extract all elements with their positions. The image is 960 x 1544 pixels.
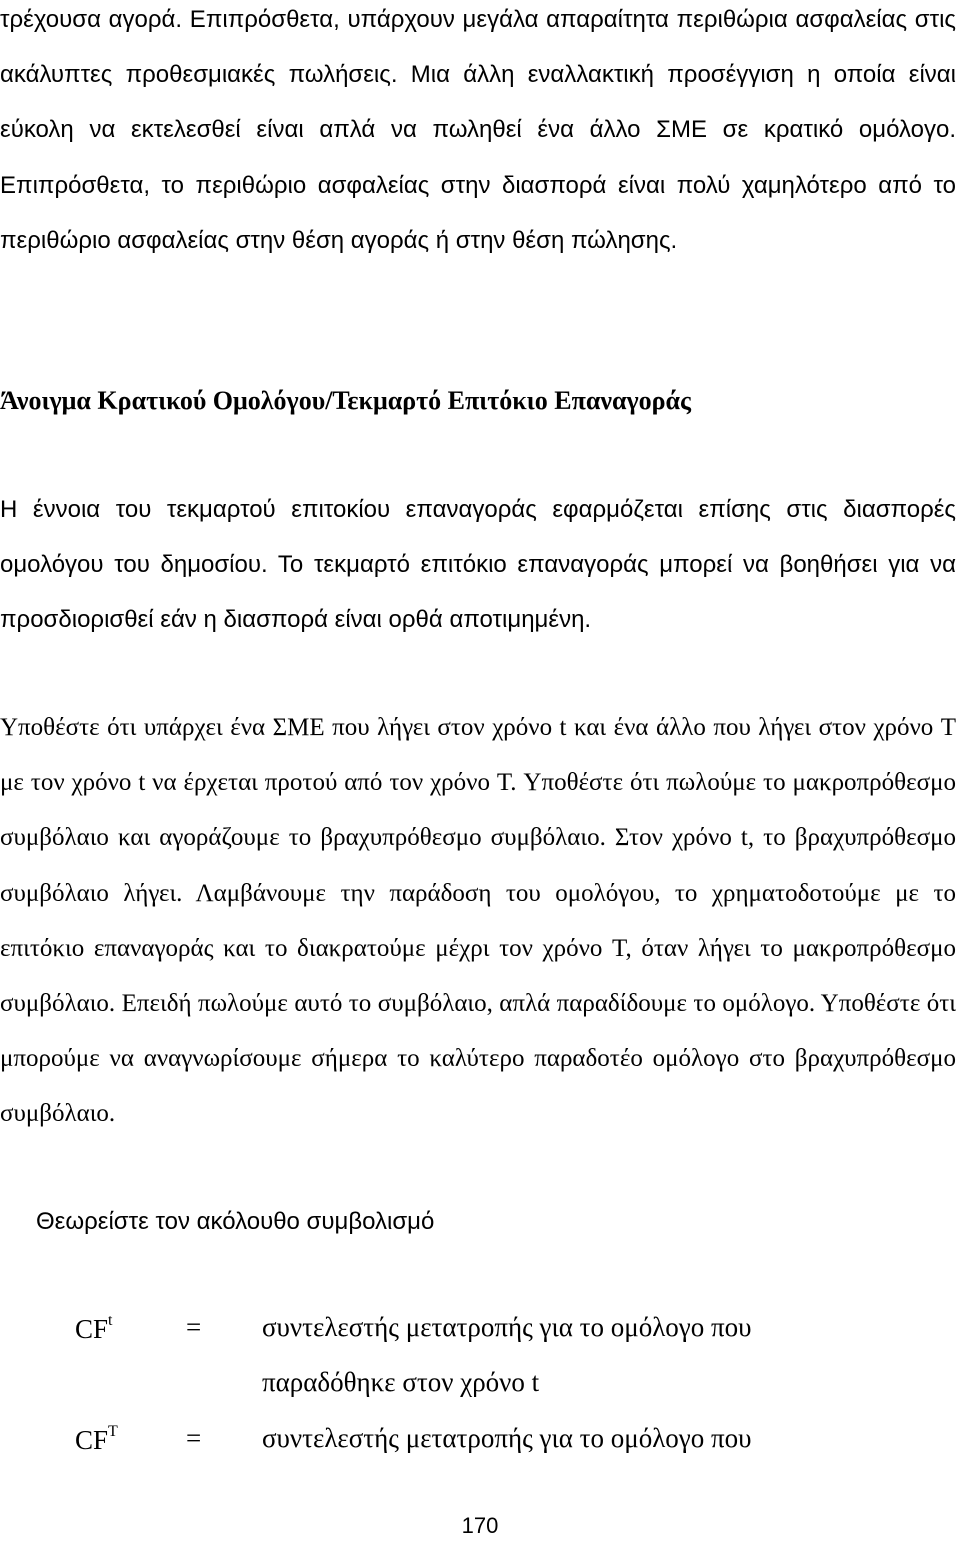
definition-text: παραδόθηκε στον χρόνο t [262,1367,540,1397]
page-number: 170 [461,1513,499,1538]
definition-text: συντελεστής μετατροπής για το ομόλογο που [262,1423,752,1453]
section-heading: Άνοιγμα Κρατικού Ομολόγου/Τεκμαρτό Επιτόκιο Επαναγοράς [0,386,692,415]
definition-symbol: $CF^t$ [75,1312,113,1344]
equals-sign: = [186,1312,202,1342]
paragraph-1: τρέχουσα αγορά. Επιπρόσθετα, υπάρχουν μεγάλα απαραίτητα περιθώρια ασφαλείας στις ακάλυπτες προθεσμιακές πωλήσεις. Μια άλλη εναλλακτική προσέγγιση η οποία είναι εύκολη να εκτελεσθεί είναι απλά να πωληθεί ένα άλλο ΣΜΕ σε κρατικό ομόλογο. Επιπρόσθετα, το περιθώριο ασφαλείας στην διασπορά είναι πολύ χαμηλότερο από το περιθώριο ασφαλείας στην θέση αγοράς ή στην θέση πώλησης. [0,6,956,254]
equals-sign: = [186,1423,202,1453]
paragraph-2: Η έννοια του τεκμαρτού επιτοκίου επαναγοράς εφαρμόζεται επίσης στις διασπορές ομολόγου του δημοσίου. Το τεκμαρτό επιτόκιο επαναγοράς μπορεί να βοηθήσει για να προσδιορισθεί εάν η διασπορά είναι ορθά αποτιμημένη. [0,496,956,634]
definition-text: συντελεστής μετατροπής για το ομόλογο που [262,1312,752,1342]
paragraph-3: Υποθέστε ότι υπάρχει ένα ΣΜΕ που λήγει στον χρόνο t και ένα άλλο που λήγει στον χρόνο T με τον χρόνο t να έρχεται προτού από τον χρόνο T. Υποθέστε ότι πωλούμε το μακροπρόθεσμο συμβόλαιο και αγοράζουμε το βραχυπρόθεσμο συμβόλαιο. Στον χρόνο t, το βραχυπρόθεσμο συμβόλαιο λήγει. Λαμβάνουμε την παράδοση του ομολόγου, το χρηματοδοτούμε με το επιτόκιο επαναγοράς και το διακρατούμε μέχρι τον χρόνο T, όταν λήγει το μακροπρόθεσμο συμβόλαιο. Επειδή πωλούμε αυτό το συμβόλαιο, απλά παραδίδουμε το ομόλογο. Υποθέστε ότι μπορούμε να αναγνωρίσουμε σήμερα το καλύτερο παραδοτέο ομόλογο στο βραχυπρόθεσμο συμβόλαιο. [0,714,956,1128]
definition-symbol: $CF^T$ [75,1423,118,1455]
paragraph-4: Θεωρείστε τον ακόλουθο συμβολισμό [36,1208,435,1235]
